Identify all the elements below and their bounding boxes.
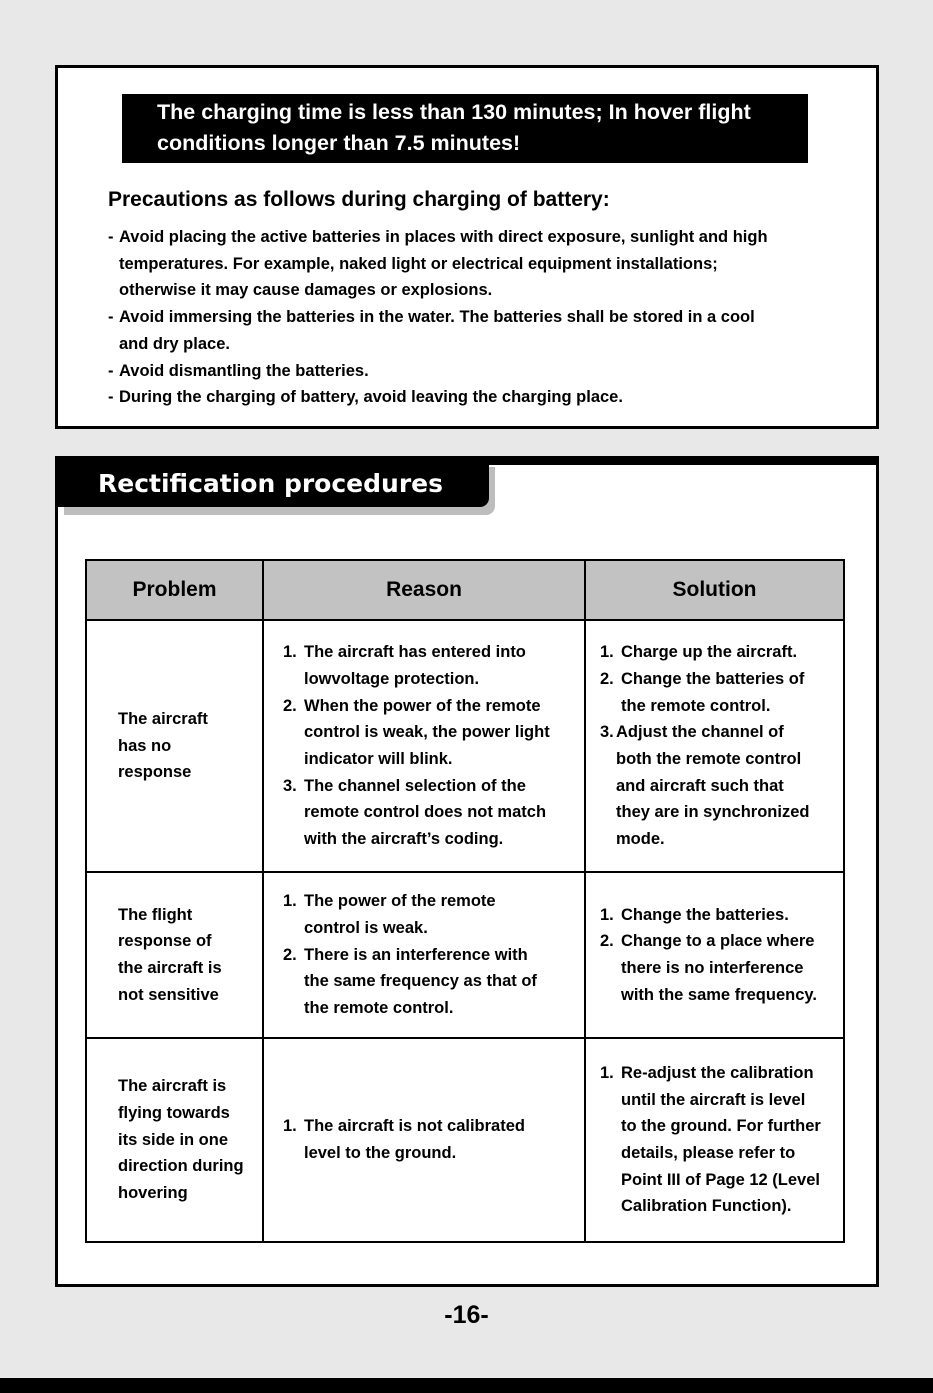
solution-line: the remote control. <box>621 696 771 715</box>
solution-line: Change the batteries of <box>621 669 805 688</box>
solution-line: and aircraft such that <box>616 776 784 795</box>
solution-list <box>586 1060 843 1220</box>
reason-item <box>283 1113 584 1166</box>
bullet-dash: - <box>108 308 114 327</box>
item-number: 2. <box>600 669 614 688</box>
reason-line: The aircraft has entered into <box>304 643 526 662</box>
reason-line: The aircraft is not calibrated <box>304 1117 525 1136</box>
precaution-line: During the charging of battery, avoid leaving the charging place. <box>119 388 623 407</box>
solution-item <box>600 928 843 1008</box>
problem-line: direction during <box>118 1157 244 1176</box>
solution-line: Point III of Page 12 (Level <box>621 1170 820 1189</box>
table-header-row <box>86 560 844 620</box>
header-reason: Reason <box>263 560 585 620</box>
reason-line: the same frequency as that of <box>304 972 537 991</box>
reason-cell <box>263 1038 585 1242</box>
problem-line: response <box>118 763 192 782</box>
item-number: 1. <box>600 643 614 662</box>
solution-item <box>600 1060 843 1220</box>
problem-line: hovering <box>118 1184 188 1203</box>
reason-line: When the power of the remote <box>304 696 541 715</box>
solution-item <box>600 639 843 666</box>
solution-item <box>600 666 843 719</box>
problem-line: The aircraft is <box>118 1077 227 1096</box>
solution-line: details, please refer to <box>621 1144 796 1162</box>
reason-line: control is weak. <box>304 918 428 937</box>
problem-cell <box>86 872 263 1038</box>
table-row <box>86 620 844 872</box>
page-number: -16- <box>444 1301 489 1329</box>
item-number: 2. <box>600 932 614 951</box>
item-number: 1. <box>600 905 614 924</box>
rectification-table <box>85 559 845 1243</box>
solution-line: mode. <box>616 830 665 849</box>
reason-line: with the aircraft’s coding. <box>304 830 504 849</box>
precaution-line: and dry place. <box>119 334 230 353</box>
precaution-item <box>108 358 868 385</box>
section-title: Rectification procedures <box>98 469 443 498</box>
problem-line: the aircraft is <box>118 959 222 977</box>
problem-cell <box>86 620 263 872</box>
item-number: 1. <box>283 643 297 662</box>
item-number: 1. <box>283 892 297 911</box>
precaution-line: Avoid immersing the batteries in the water. The batteries shall be stored in a cool <box>119 308 755 327</box>
reason-cell <box>263 872 585 1038</box>
problem-line: its side in one <box>118 1130 229 1149</box>
reason-cell <box>263 620 585 872</box>
reason-line: control is weak, the power light <box>304 723 550 742</box>
item-number: 2. <box>283 696 297 715</box>
reason-list <box>264 888 584 1022</box>
solution-cell <box>585 872 844 1038</box>
reason-list <box>264 639 584 853</box>
problem-line: not sensitive <box>118 985 219 1004</box>
precaution-item <box>108 224 868 304</box>
precautions-list <box>108 224 868 411</box>
item-number: 2. <box>283 945 297 964</box>
reason-line: level to the ground. <box>304 1144 457 1162</box>
solution-item <box>600 719 843 853</box>
solution-line: Re-adjust the calibration <box>621 1063 814 1082</box>
solution-item <box>600 902 843 929</box>
reason-line: There is an interference with <box>304 945 528 964</box>
bullet-dash: - <box>108 388 114 407</box>
reason-item <box>283 888 584 941</box>
section-top-rule <box>489 459 876 465</box>
banner-line: The charging time is less than 130 minutes; In hover flight <box>157 100 751 124</box>
problem-cell <box>86 1038 263 1242</box>
charging-precautions-box <box>55 65 879 429</box>
item-number: 1. <box>600 1063 614 1082</box>
reason-line: lowvoltage protection. <box>304 669 480 688</box>
bottom-edge-rule <box>0 1378 933 1393</box>
charging-time-banner <box>122 94 808 163</box>
solution-line: they are in synchronized <box>616 803 810 822</box>
item-number: 1. <box>283 1117 297 1136</box>
table-row <box>86 872 844 1038</box>
bullet-dash: - <box>108 361 114 380</box>
reason-item <box>283 773 584 853</box>
precaution-item <box>108 384 868 411</box>
item-number: 3. <box>600 723 614 742</box>
solution-cell <box>585 1038 844 1242</box>
solution-line: until the aircraft is level <box>621 1090 806 1109</box>
reason-line: the remote control. <box>304 999 454 1018</box>
header-solution: Solution <box>585 560 844 620</box>
precautions-heading: Precautions as follows during charging of battery: <box>108 188 610 211</box>
problem-line: The flight <box>118 905 193 924</box>
reason-item <box>283 693 584 773</box>
solution-list <box>586 639 843 853</box>
precaution-line: Avoid dismantling the batteries. <box>119 361 369 380</box>
solution-line: Adjust the channel of <box>616 723 784 742</box>
header-problem: Problem <box>86 560 263 620</box>
item-number: 3. <box>283 776 297 795</box>
solution-line: with the same frequency. <box>621 985 817 1004</box>
bullet-dash: - <box>108 228 114 246</box>
solution-line: both the remote control <box>616 750 802 768</box>
precaution-line: temperatures. For example, naked light or electrical equipment installations; <box>119 254 718 273</box>
reason-item <box>283 942 584 1022</box>
precaution-item <box>108 304 868 357</box>
reason-line: remote control does not match <box>304 803 547 822</box>
solution-line: Change the batteries. <box>621 905 789 924</box>
problem-line: flying towards <box>118 1103 230 1122</box>
solution-line: there is no interference <box>621 959 804 977</box>
reason-line: The channel selection of the <box>304 776 526 795</box>
solution-line: to the ground. For further <box>621 1117 821 1136</box>
problem-line: has no <box>118 736 172 755</box>
reason-line: The power of the remote <box>304 892 496 911</box>
table-row <box>86 1038 844 1242</box>
solution-list <box>586 902 843 1009</box>
precaution-line: otherwise it may cause damages or explosions. <box>119 281 493 300</box>
problem-line: response of <box>118 932 212 951</box>
solution-line: Change to a place where <box>621 932 815 951</box>
solution-line: Calibration Function). <box>621 1197 792 1216</box>
precaution-line: Avoid placing the active batteries in places with direct exposure, sunlight and high <box>119 228 768 246</box>
banner-line: conditions longer than 7.5 minutes! <box>157 131 521 155</box>
problem-line: The aircraft <box>118 709 208 728</box>
solution-cell <box>585 620 844 872</box>
solution-line: Charge up the aircraft. <box>621 643 798 662</box>
reason-list <box>264 1113 584 1166</box>
reason-item <box>283 639 584 692</box>
section-tab <box>58 459 489 507</box>
rectification-box <box>55 456 879 1287</box>
reason-line: indicator will blink. <box>304 750 453 768</box>
